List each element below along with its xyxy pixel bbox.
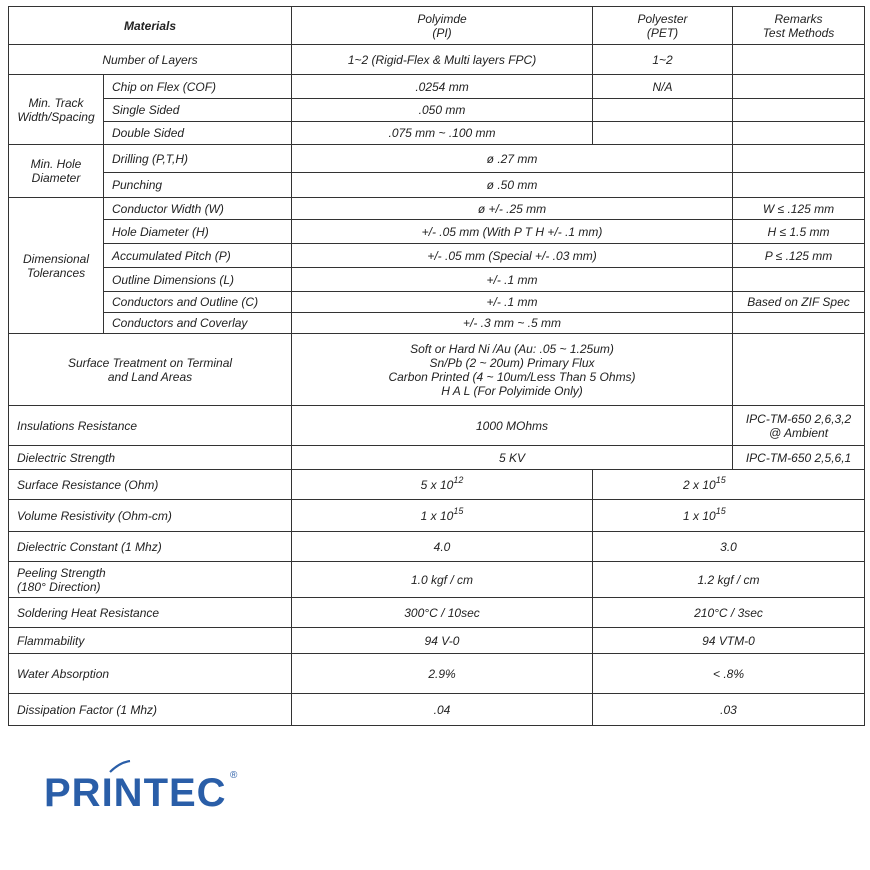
- tolerance-row: [9, 244, 865, 268]
- track-pi: .0254 mm: [292, 75, 593, 99]
- tolerance-remarks: [733, 268, 865, 292]
- pi-header: Polyimde (PI): [292, 7, 593, 45]
- tolerance-value: +/- .3 mm ~ .5 mm: [292, 313, 733, 334]
- track-pet: [593, 122, 733, 145]
- peeling-strength-pi: 1.0 kgf / cm: [292, 562, 593, 598]
- tolerance-remarks: [733, 313, 865, 334]
- track-group-label: Min. Track Width/Spacing: [9, 75, 104, 145]
- flammability-pi: 94 V-0: [292, 628, 593, 654]
- surface-resistance-row: [9, 470, 865, 500]
- surface-treatment-label: Surface Treatment on Terminal and Land Areas: [9, 334, 292, 406]
- tolerance-value: +/- .1 mm: [292, 292, 733, 313]
- hole-row: [9, 173, 865, 198]
- insulation-row: [9, 406, 865, 446]
- surface-treatment-value: Soft or Hard Ni /Au (Au: .05 ~ 1.25um) Sn/Pb (2 ~ 20um) Primary Flux Carbon Printed (4 ~ 10um/Less Than 5 Ohms) H A L (For Polyimide Only): [292, 334, 733, 406]
- flammability-row: [9, 628, 865, 654]
- track-pi: .075 mm ~ .100 mm: [292, 122, 593, 145]
- soldering-pet: 210°C / 3sec: [593, 598, 865, 628]
- volume-resistivity-pi: 1 x $10^{15}$: [292, 500, 593, 532]
- surface-treatment-row: [9, 334, 865, 406]
- tolerance-value: ø +/- .25 mm: [292, 198, 733, 220]
- flammability-label: Flammability: [9, 628, 292, 654]
- insulation-value: 1000 MOhms: [292, 406, 733, 446]
- track-remarks: [733, 122, 865, 145]
- dielectric-strength-row: [9, 446, 865, 470]
- tolerance-label: Hole Diameter (H): [104, 220, 292, 244]
- water-absorption-label: Water Absorption: [9, 654, 292, 694]
- insulation-remarks: IPC-TM-650 2,6,3,2 @ Ambient: [733, 406, 865, 446]
- dielectric-strength-label: Dielectric Strength: [9, 446, 292, 470]
- track-label: Single Sided: [104, 99, 292, 122]
- dissipation-row: [9, 694, 865, 726]
- hole-remarks: [733, 173, 865, 198]
- insulation-label: Insulations Resistance: [9, 406, 292, 446]
- layers-pet: 1~2: [593, 45, 733, 75]
- flammability-pet: 94 VTM-0: [593, 628, 865, 654]
- tolerance-row: [9, 268, 865, 292]
- dielectric-constant-label: Dielectric Constant (1 Mhz): [9, 532, 292, 562]
- tolerance-value: +/- .05 mm (Special +/- .03 mm): [292, 244, 733, 268]
- tolerance-remarks: P ≤ .125 mm: [733, 244, 865, 268]
- hole-label: Drilling (P,T,H): [104, 145, 292, 173]
- hole-remarks: [733, 145, 865, 173]
- hole-row: [9, 145, 865, 173]
- tolerance-remarks: W ≤ .125 mm: [733, 198, 865, 220]
- logo-registered-mark: ®: [230, 770, 238, 781]
- tolerance-remarks: H ≤ 1.5 mm: [733, 220, 865, 244]
- layers-remarks: [733, 45, 865, 75]
- header-row: [9, 7, 865, 45]
- surface-resistance-pi: 5 x $10^{12}$: [292, 470, 593, 500]
- dissipation-pi: .04: [292, 694, 593, 726]
- surface-resistance-pet: 2 x $10^{15}$: [593, 470, 865, 500]
- water-absorption-row: [9, 654, 865, 694]
- tolerance-row: [9, 220, 865, 244]
- hole-value: ø .50 mm: [292, 173, 733, 198]
- dissipation-pet: .03: [593, 694, 865, 726]
- track-label: Chip on Flex (COF): [104, 75, 292, 99]
- track-pet: N/A: [593, 75, 733, 99]
- hole-group-label: Min. Hole Diameter: [9, 145, 104, 198]
- peeling-strength-row: [9, 562, 865, 598]
- peeling-strength-pet: 1.2 kgf / cm: [593, 562, 865, 598]
- dielectric-constant-row: [9, 532, 865, 562]
- tolerance-row: [9, 292, 865, 313]
- track-pet: [593, 99, 733, 122]
- logo-text: PRINTEC: [44, 771, 227, 815]
- track-row: [9, 99, 865, 122]
- tolerance-group-label: Dimensional Tolerances: [9, 198, 104, 334]
- pet-header: Polyester (PET): [593, 7, 733, 45]
- dielectric-strength-remarks: IPC-TM-650 2,5,6,1: [733, 446, 865, 470]
- specification-table: [8, 6, 865, 726]
- tolerance-row: [9, 198, 865, 220]
- tolerance-label: Accumulated Pitch (P): [104, 244, 292, 268]
- tolerance-remarks: Based on ZIF Spec: [733, 292, 865, 313]
- materials-header: Materials: [9, 7, 292, 45]
- layers-label: Number of Layers: [9, 45, 292, 75]
- tolerance-value: +/- .05 mm (With P T H +/- .1 mm): [292, 220, 733, 244]
- soldering-label: Soldering Heat Resistance: [9, 598, 292, 628]
- printec-logo: [44, 770, 244, 816]
- tolerance-label: Conductor Width (W): [104, 198, 292, 220]
- hole-label: Punching: [104, 173, 292, 198]
- track-label: Double Sided: [104, 122, 292, 145]
- track-remarks: [733, 75, 865, 99]
- surface-treatment-remarks: [733, 334, 865, 406]
- layers-row: [9, 45, 865, 75]
- dielectric-strength-value: 5 KV: [292, 446, 733, 470]
- volume-resistivity-pet: 1 x $10^{15}$: [593, 500, 865, 532]
- spec-sheet: [8, 6, 864, 729]
- water-absorption-pi: 2.9%: [292, 654, 593, 694]
- volume-resistivity-label: Volume Resistivity (Ohm-cm): [9, 500, 292, 532]
- volume-resistivity-row: [9, 500, 865, 532]
- track-pi: .050 mm: [292, 99, 593, 122]
- track-row: [9, 122, 865, 145]
- tolerance-label: Outline Dimensions (L): [104, 268, 292, 292]
- track-remarks: [733, 99, 865, 122]
- dielectric-constant-pi: 4.0: [292, 532, 593, 562]
- surface-resistance-label: Surface Resistance (Ohm): [9, 470, 292, 500]
- dielectric-constant-pet: 3.0: [593, 532, 865, 562]
- layers-pi: 1~2 (Rigid-Flex & Multi layers FPC): [292, 45, 593, 75]
- dissipation-label: Dissipation Factor (1 Mhz): [9, 694, 292, 726]
- tolerance-label: Conductors and Coverlay: [104, 313, 292, 334]
- soldering-row: [9, 598, 865, 628]
- water-absorption-pet: < .8%: [593, 654, 865, 694]
- track-row: [9, 75, 865, 99]
- tolerance-row: [9, 313, 865, 334]
- hole-value: ø .27 mm: [292, 145, 733, 173]
- soldering-pi: 300°C / 10sec: [292, 598, 593, 628]
- peeling-strength-label: Peeling Strength (180° Direction): [9, 562, 292, 598]
- tolerance-label: Conductors and Outline (C): [104, 292, 292, 313]
- remarks-header: Remarks Test Methods: [733, 7, 865, 45]
- tolerance-value: +/- .1 mm: [292, 268, 733, 292]
